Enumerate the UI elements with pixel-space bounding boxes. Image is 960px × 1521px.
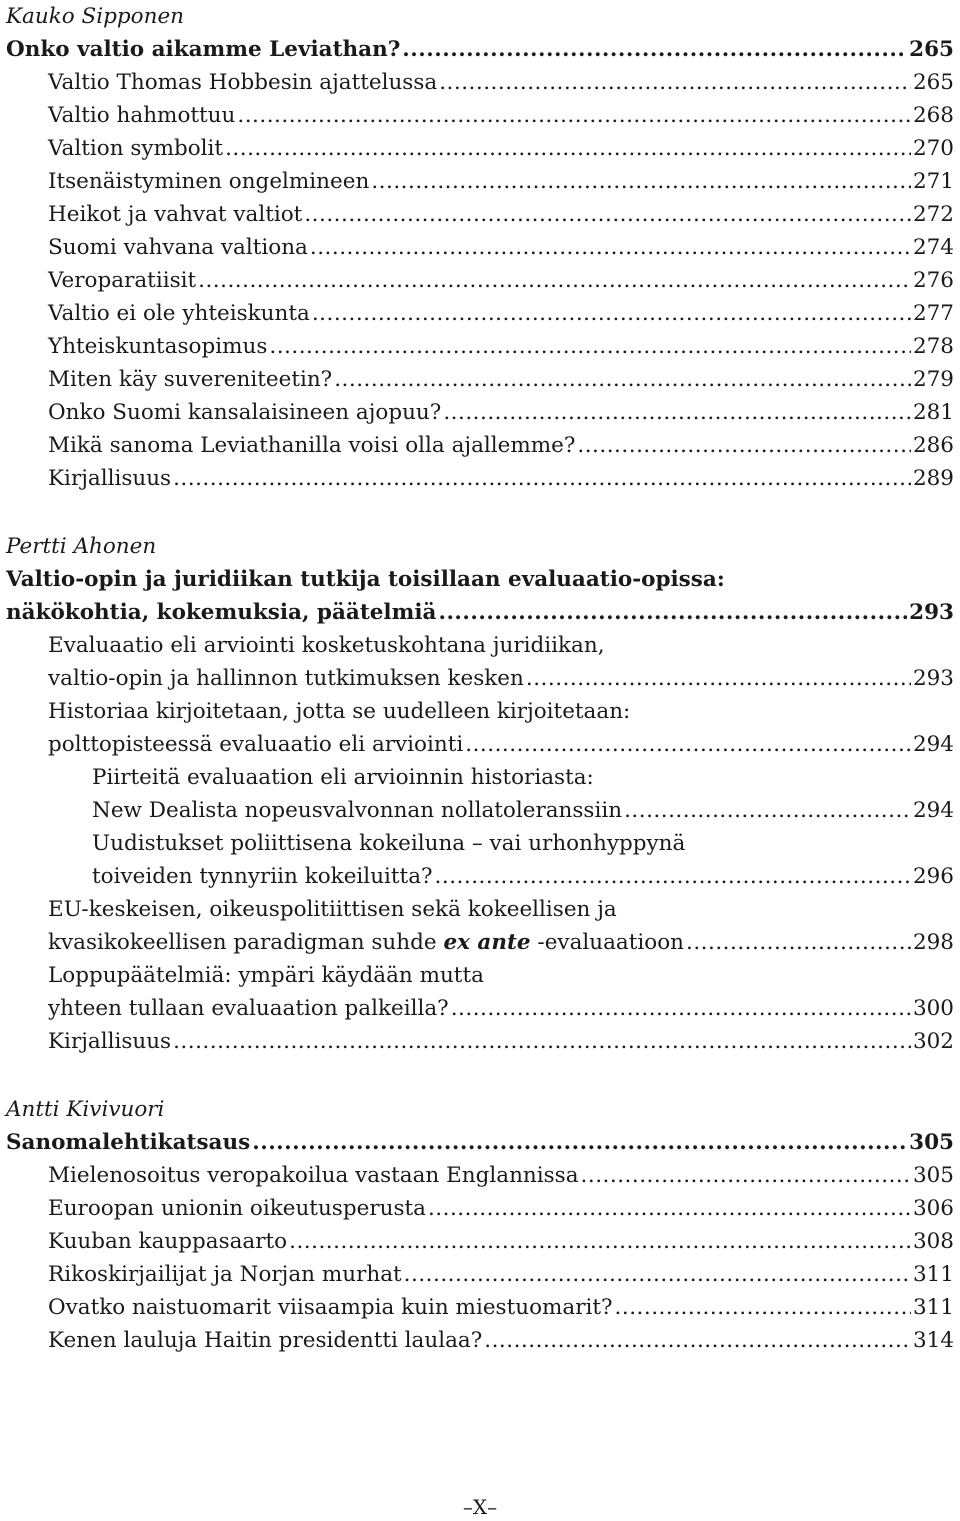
toc-entry[interactable]: valtio-opin ja hallinnon tutkimuksen kesken ..... 293: [0, 662, 960, 695]
toc-entry[interactable]: Yhteiskuntasopimus ..... 278: [0, 330, 960, 363]
toc-article-title-line1[interactable]: Valtio-opin ja juridiikan tutkija toisillaan evaluaatio-opissa:: [6, 567, 725, 592]
toc-entry-line1[interactable]: EU-keskeisen, oikeuspolitiittisen sekä kokeellisen ja: [48, 897, 617, 922]
toc-entry[interactable]: Mikä sanoma Leviathanilla voisi olla ajallemme? ..... 286: [0, 429, 960, 462]
toc-entry[interactable]: Kirjallisuus ..... 302: [0, 1025, 960, 1058]
toc-article-title[interactable]: näkökohtia, kokemuksia, päätelmiä ..... 293: [0, 596, 960, 629]
toc-entry[interactable]: Itsenäistyminen ongelmineen ..... 271: [0, 165, 960, 198]
toc-entry[interactable]: Valtion symbolit ..... 270: [0, 132, 960, 165]
toc-entry[interactable]: Miten käy suvereniteetin? ..... 279: [0, 363, 960, 396]
author-name: Antti Kivivuori: [6, 1097, 165, 1122]
toc-entry-line1[interactable]: Historiaa kirjoitetaan, jotta se uudelleen kirjoitetaan:: [48, 699, 631, 724]
ex-ante-emphasis: ex ante: [443, 930, 531, 955]
toc-entry[interactable]: Rikoskirjailijat ja Norjan murhat ..... 311: [0, 1258, 960, 1291]
toc-entry[interactable]: yhteen tullaan evaluaation palkeilla? ..... 300: [0, 992, 960, 1025]
toc-article-title[interactable]: Sanomalehtikatsaus ..... 305: [0, 1126, 960, 1159]
toc-entry[interactable]: Veroparatiisit ..... 276: [0, 264, 960, 297]
toc-subentry-line1[interactable]: Uudistukset poliittisena kokeiluna – vai urhonhyppynä: [92, 831, 686, 856]
toc-entry[interactable]: Kenen lauluja Haitin presidentti laulaa? ..... 314: [0, 1324, 960, 1357]
toc-article-title[interactable]: Onko valtio aikamme Leviathan? ..... 265: [0, 33, 960, 66]
toc-entry-line1[interactable]: Evaluaatio eli arviointi kosketuskohtana juridiikan,: [48, 633, 605, 658]
toc-entry[interactable]: Ovatko naistuomarit viisaampia kuin miestuomarit? ..... 311: [0, 1291, 960, 1324]
toc-subentry[interactable]: toiveiden tynnyriin kokeiluitta? ..... 296: [0, 860, 960, 893]
toc-entry[interactable]: Euroopan unionin oikeutusperusta ..... 306: [0, 1192, 960, 1225]
page-number: –X–: [462, 1495, 498, 1519]
toc-entry[interactable]: Mielenosoitus veropakoilua vastaan Englannissa ..... 305: [0, 1159, 960, 1192]
toc-entry[interactable]: Valtio Thomas Hobbesin ajattelussa ..... 265: [0, 66, 960, 99]
toc-entry[interactable]: Kuuban kauppasaarto ..... 308: [0, 1225, 960, 1258]
toc-entry[interactable]: polttopisteessä evaluaatio eli arviointi ..... 294: [0, 728, 960, 761]
toc-entry[interactable]: Valtio ei ole yhteiskunta ..... 277: [0, 297, 960, 330]
toc-entry[interactable]: Valtio hahmottuu ..... 268: [0, 99, 960, 132]
toc-entry[interactable]: Onko Suomi kansalaisineen ajopuu? ..... 281: [0, 396, 960, 429]
toc-entry[interactable]: Suomi vahvana valtiona ..... 274: [0, 231, 960, 264]
toc-entry[interactable]: kvasikokeellisen paradigman suhde ex ante -evaluaatioon ..... 298: [0, 926, 960, 959]
toc-subentry[interactable]: New Dealista nopeusvalvonnan nollatoleranssiin ..... 294: [0, 794, 960, 827]
toc-entry[interactable]: Heikot ja vahvat valtiot ..... 272: [0, 198, 960, 231]
author-name: Kauko Sipponen: [6, 4, 185, 29]
toc-subentry-line1[interactable]: Piirteitä evaluaation eli arvioinnin historiasta:: [92, 765, 594, 790]
toc-entry[interactable]: Kirjallisuus ..... 289: [0, 462, 960, 495]
author-name: Pertti Ahonen: [6, 534, 157, 559]
toc-entry-line1[interactable]: Loppupäätelmiä: ympäri käydään mutta: [48, 963, 484, 988]
